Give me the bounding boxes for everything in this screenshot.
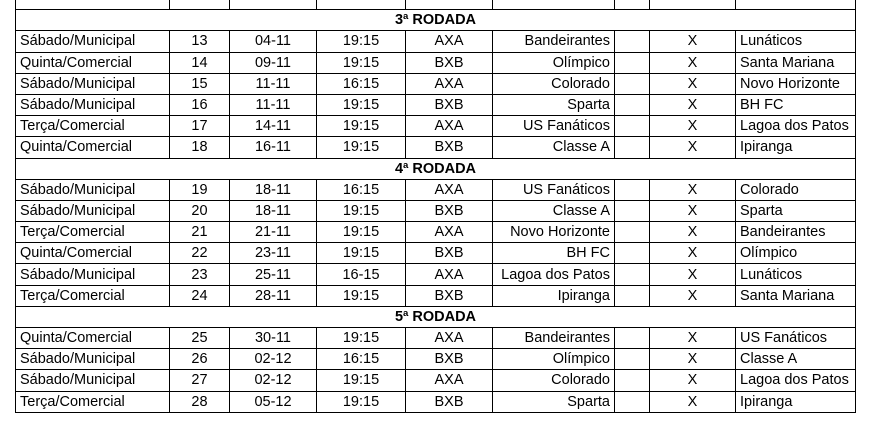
time-cell: 19:15 xyxy=(317,116,406,137)
cut-off-row xyxy=(16,0,856,10)
spacer-cell xyxy=(615,116,650,137)
time-cell: 19:15 xyxy=(317,137,406,158)
away-team-cell: Ipiranga xyxy=(736,137,856,158)
group-cell: AXA xyxy=(406,179,493,200)
home-team-cell: Bandeirantes xyxy=(493,31,615,52)
date-cell: 02-12 xyxy=(230,370,317,391)
away-team-cell: Classe A xyxy=(736,349,856,370)
venue-cell: Sábado/Municipal xyxy=(16,370,170,391)
time-cell: 19:15 xyxy=(317,391,406,412)
table-row xyxy=(16,243,856,264)
empty-cell xyxy=(493,0,615,10)
round-title: 3ª RODADA xyxy=(16,10,856,31)
home-team-cell: Classe A xyxy=(493,200,615,221)
group-cell: AXA xyxy=(406,328,493,349)
empty-cell xyxy=(736,0,856,10)
round-header-row xyxy=(16,10,856,31)
table-row xyxy=(16,116,856,137)
date-cell: 25-11 xyxy=(230,264,317,285)
versus-cell: X xyxy=(650,370,736,391)
date-cell: 14-11 xyxy=(230,116,317,137)
game-number-cell: 16 xyxy=(170,94,230,115)
game-number-cell: 23 xyxy=(170,264,230,285)
away-team-cell: Ipiranga xyxy=(736,391,856,412)
home-team-cell: US Fanáticos xyxy=(493,116,615,137)
spacer-cell xyxy=(615,73,650,94)
group-cell: AXA xyxy=(406,73,493,94)
date-cell: 23-11 xyxy=(230,243,317,264)
spacer-cell xyxy=(615,31,650,52)
venue-cell: Quinta/Comercial xyxy=(16,328,170,349)
home-team-cell: Sparta xyxy=(493,94,615,115)
game-number-cell: 13 xyxy=(170,31,230,52)
game-number-cell: 25 xyxy=(170,328,230,349)
spacer-cell xyxy=(615,52,650,73)
game-number-cell: 19 xyxy=(170,179,230,200)
spacer-cell xyxy=(615,243,650,264)
date-cell: 05-12 xyxy=(230,391,317,412)
home-team-cell: Classe A xyxy=(493,137,615,158)
empty-cell xyxy=(170,0,230,10)
versus-cell: X xyxy=(650,94,736,115)
game-number-cell: 28 xyxy=(170,391,230,412)
group-cell: BXB xyxy=(406,349,493,370)
spacer-cell xyxy=(615,222,650,243)
date-cell: 28-11 xyxy=(230,285,317,306)
versus-cell: X xyxy=(650,31,736,52)
venue-cell: Terça/Comercial xyxy=(16,222,170,243)
group-cell: AXA xyxy=(406,116,493,137)
away-team-cell: Colorado xyxy=(736,179,856,200)
table-row xyxy=(16,52,856,73)
versus-cell: X xyxy=(650,285,736,306)
away-team-cell: Sparta xyxy=(736,200,856,221)
date-cell: 02-12 xyxy=(230,349,317,370)
home-team-cell: US Fanáticos xyxy=(493,179,615,200)
spacer-cell xyxy=(615,264,650,285)
empty-cell xyxy=(16,0,170,10)
date-cell: 09-11 xyxy=(230,52,317,73)
table-row xyxy=(16,200,856,221)
game-number-cell: 18 xyxy=(170,137,230,158)
group-cell: BXB xyxy=(406,391,493,412)
group-cell: BXB xyxy=(406,285,493,306)
group-cell: AXA xyxy=(406,31,493,52)
round-header-row xyxy=(16,158,856,179)
empty-cell xyxy=(406,0,493,10)
group-cell: BXB xyxy=(406,137,493,158)
date-cell: 30-11 xyxy=(230,328,317,349)
date-cell: 11-11 xyxy=(230,73,317,94)
home-team-cell: Novo Horizonte xyxy=(493,222,615,243)
game-number-cell: 27 xyxy=(170,370,230,391)
away-team-cell: Lunáticos xyxy=(736,264,856,285)
home-team-cell: Lagoa dos Patos xyxy=(493,264,615,285)
time-cell: 19:15 xyxy=(317,31,406,52)
away-team-cell: BH FC xyxy=(736,94,856,115)
versus-cell: X xyxy=(650,73,736,94)
versus-cell: X xyxy=(650,391,736,412)
spacer-cell xyxy=(615,391,650,412)
spacer-cell xyxy=(615,179,650,200)
away-team-cell: Novo Horizonte xyxy=(736,73,856,94)
table-row xyxy=(16,370,856,391)
date-cell: 18-11 xyxy=(230,179,317,200)
venue-cell: Terça/Comercial xyxy=(16,116,170,137)
spacer-cell xyxy=(615,370,650,391)
game-number-cell: 15 xyxy=(170,73,230,94)
time-cell: 19:15 xyxy=(317,222,406,243)
versus-cell: X xyxy=(650,222,736,243)
table-row xyxy=(16,94,856,115)
venue-cell: Quinta/Comercial xyxy=(16,137,170,158)
away-team-cell: Bandeirantes xyxy=(736,222,856,243)
date-cell: 11-11 xyxy=(230,94,317,115)
table-row xyxy=(16,222,856,243)
spacer-cell xyxy=(615,94,650,115)
group-cell: AXA xyxy=(406,264,493,285)
game-number-cell: 14 xyxy=(170,52,230,73)
table-row xyxy=(16,264,856,285)
versus-cell: X xyxy=(650,243,736,264)
spacer-cell xyxy=(615,200,650,221)
home-team-cell: Colorado xyxy=(493,73,615,94)
venue-cell: Sábado/Municipal xyxy=(16,73,170,94)
venue-cell: Quinta/Comercial xyxy=(16,243,170,264)
game-number-cell: 22 xyxy=(170,243,230,264)
home-team-cell: Olímpico xyxy=(493,349,615,370)
date-cell: 21-11 xyxy=(230,222,317,243)
time-cell: 19:15 xyxy=(317,200,406,221)
group-cell: BXB xyxy=(406,94,493,115)
empty-cell xyxy=(615,0,650,10)
venue-cell: Sábado/Municipal xyxy=(16,94,170,115)
game-number-cell: 26 xyxy=(170,349,230,370)
venue-cell: Sábado/Municipal xyxy=(16,179,170,200)
away-team-cell: Olímpico xyxy=(736,243,856,264)
round-header-row xyxy=(16,306,856,327)
group-cell: BXB xyxy=(406,200,493,221)
time-cell: 16:15 xyxy=(317,179,406,200)
date-cell: 16-11 xyxy=(230,137,317,158)
home-team-cell: Colorado xyxy=(493,370,615,391)
spacer-cell xyxy=(615,137,650,158)
home-team-cell: BH FC xyxy=(493,243,615,264)
group-cell: AXA xyxy=(406,222,493,243)
venue-cell: Sábado/Municipal xyxy=(16,264,170,285)
group-cell: BXB xyxy=(406,243,493,264)
versus-cell: X xyxy=(650,200,736,221)
versus-cell: X xyxy=(650,349,736,370)
home-team-cell: Ipiranga xyxy=(493,285,615,306)
venue-cell: Sábado/Municipal xyxy=(16,31,170,52)
schedule-table xyxy=(15,0,856,413)
home-team-cell: Sparta xyxy=(493,391,615,412)
away-team-cell: Lagoa dos Patos xyxy=(736,370,856,391)
round-title: 4ª RODADA xyxy=(16,158,856,179)
time-cell: 19:15 xyxy=(317,94,406,115)
game-number-cell: 21 xyxy=(170,222,230,243)
away-team-cell: Lunáticos xyxy=(736,31,856,52)
group-cell: BXB xyxy=(406,52,493,73)
away-team-cell: Santa Mariana xyxy=(736,285,856,306)
versus-cell: X xyxy=(650,264,736,285)
game-number-cell: 20 xyxy=(170,200,230,221)
table-row xyxy=(16,328,856,349)
spacer-cell xyxy=(615,349,650,370)
schedule-body xyxy=(16,0,856,412)
venue-cell: Terça/Comercial xyxy=(16,391,170,412)
versus-cell: X xyxy=(650,179,736,200)
table-row xyxy=(16,179,856,200)
home-team-cell: Bandeirantes xyxy=(493,328,615,349)
time-cell: 19:15 xyxy=(317,328,406,349)
away-team-cell: US Fanáticos xyxy=(736,328,856,349)
away-team-cell: Santa Mariana xyxy=(736,52,856,73)
time-cell: 19:15 xyxy=(317,52,406,73)
group-cell: AXA xyxy=(406,370,493,391)
table-row xyxy=(16,73,856,94)
empty-cell xyxy=(650,0,736,10)
empty-cell xyxy=(317,0,406,10)
spacer-cell xyxy=(615,285,650,306)
round-title: 5ª RODADA xyxy=(16,306,856,327)
date-cell: 04-11 xyxy=(230,31,317,52)
venue-cell: Terça/Comercial xyxy=(16,285,170,306)
time-cell: 19:15 xyxy=(317,370,406,391)
time-cell: 19:15 xyxy=(317,243,406,264)
time-cell: 19:15 xyxy=(317,285,406,306)
spacer-cell xyxy=(615,328,650,349)
venue-cell: Sábado/Municipal xyxy=(16,349,170,370)
versus-cell: X xyxy=(650,137,736,158)
home-team-cell: Olímpico xyxy=(493,52,615,73)
game-number-cell: 24 xyxy=(170,285,230,306)
venue-cell: Quinta/Comercial xyxy=(16,52,170,73)
versus-cell: X xyxy=(650,328,736,349)
table-row xyxy=(16,285,856,306)
empty-cell xyxy=(230,0,317,10)
venue-cell: Sábado/Municipal xyxy=(16,200,170,221)
versus-cell: X xyxy=(650,116,736,137)
game-number-cell: 17 xyxy=(170,116,230,137)
date-cell: 18-11 xyxy=(230,200,317,221)
away-team-cell: Lagoa dos Patos xyxy=(736,116,856,137)
time-cell: 16:15 xyxy=(317,349,406,370)
time-cell: 16:15 xyxy=(317,73,406,94)
table-row xyxy=(16,31,856,52)
versus-cell: X xyxy=(650,52,736,73)
table-row xyxy=(16,349,856,370)
time-cell: 16-15 xyxy=(317,264,406,285)
table-row xyxy=(16,391,856,412)
table-row xyxy=(16,137,856,158)
